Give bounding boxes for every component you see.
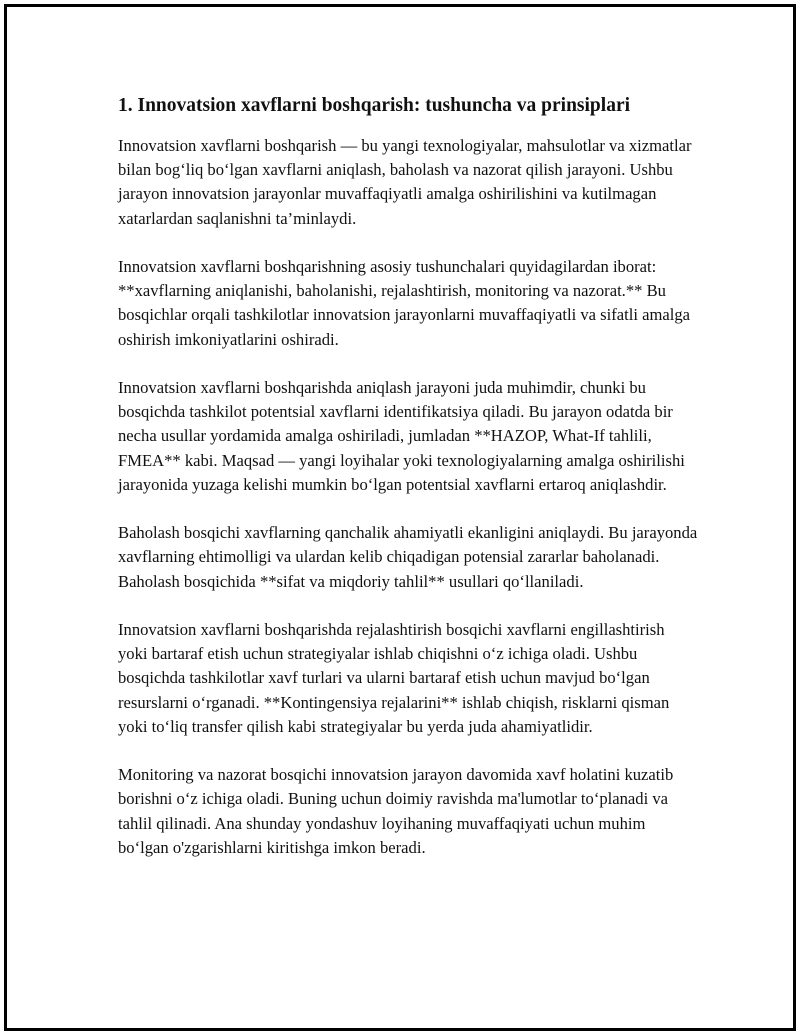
paragraph-monitoring: Monitoring va nazorat bosqichi innovatsion jarayon davomida xavf holatini kuzatib borishni o‘z ichiga oladi. Buning uchun doimiy ravishda ma'lumotlar to‘planadi va tahlil qilinadi. Ana shunday yondashuv loyihaning muvaffaqiyati uchun muhim bo‘lgan o'zgarishlarni kiritishga imkon beradi. [118,765,674,857]
paragraph-core-concepts: Innovatsion xavflarni boshqarishning asosiy tushunchalari quyidagilardan iborat: **xavflarning aniqlanishi, baholanishi, rejalashtirish, monitoring va nazorat.** Bu bosqichlar orqali tashkilotlar innovatsion jarayonlarni muvaffaqiyatli va sifatli amalga oshirish imkoniyatlarini oshiradi. [118,257,691,349]
document-body [118,92,698,884]
paragraph-planning: Innovatsion xavflarni boshqarishda rejalashtirish bosqichi xavflarni engillashtirish yoki bartaraf etish uchun strategiyalar ishlab chiqishni o‘z ichiga oladi. Ushbu bosqichda tashkilotlar xavf turlari va ularni bartaraf etish uchun mavjud bo‘lgan resurslarni o‘rganadi. **Kontingensiya rejalarini** ishlab chiqish, risklarni qisman yoki to‘liq transfer qilish kabi strategiyalar bu yerda juda ahamiyatlidir. [118,620,670,736]
section-title: 1. Innovatsion xavflarni boshqarish: tushuncha va prinsiplari [118,95,631,116]
paragraph-identification: Innovatsion xavflarni boshqarishda aniqlash jarayoni juda muhimdir, chunki bu bosqichda tashkilot potentsial xavflarni identifikatsiya qiladi. Bu jarayon odatda bir necha usullar yordamida amalga oshiriladi, jumladan **HAZOP, What-If tahlili, FMEA** kabi. Maqsad — yangi loyihalar yoki texnologiyalarning amalga oshirilishi jarayonida yuzaga kelishi mumkin bo‘lgan potentsial xavflarni ertaroq aniqlashdir. [118,378,685,494]
paragraph-definition: Innovatsion xavflarni boshqarish — bu yangi texnologiyalar, mahsulotlar va xizmatlar bilan bog‘liq bo‘lgan xavflarni aniqlash, baholash va nazorat qilish jarayoni. Ushbu jarayon innovatsion jarayonlar muvaffaqiyatli amalga oshirilishini va kutilmagan xatarlardan saqlanishni ta’minlaydi. [118,136,692,228]
paragraph-assessment: Baholash bosqichi xavflarning qanchalik ahamiyatli ekanligini aniqlaydi. Bu jarayonda xavflarning ehtimolligi va ulardan kelib chiqadigan potensial zararlar baholanadi. Baholash bosqichida **sifat va miqdoriy tahlil** usullari qo‘llaniladi. [118,523,698,591]
